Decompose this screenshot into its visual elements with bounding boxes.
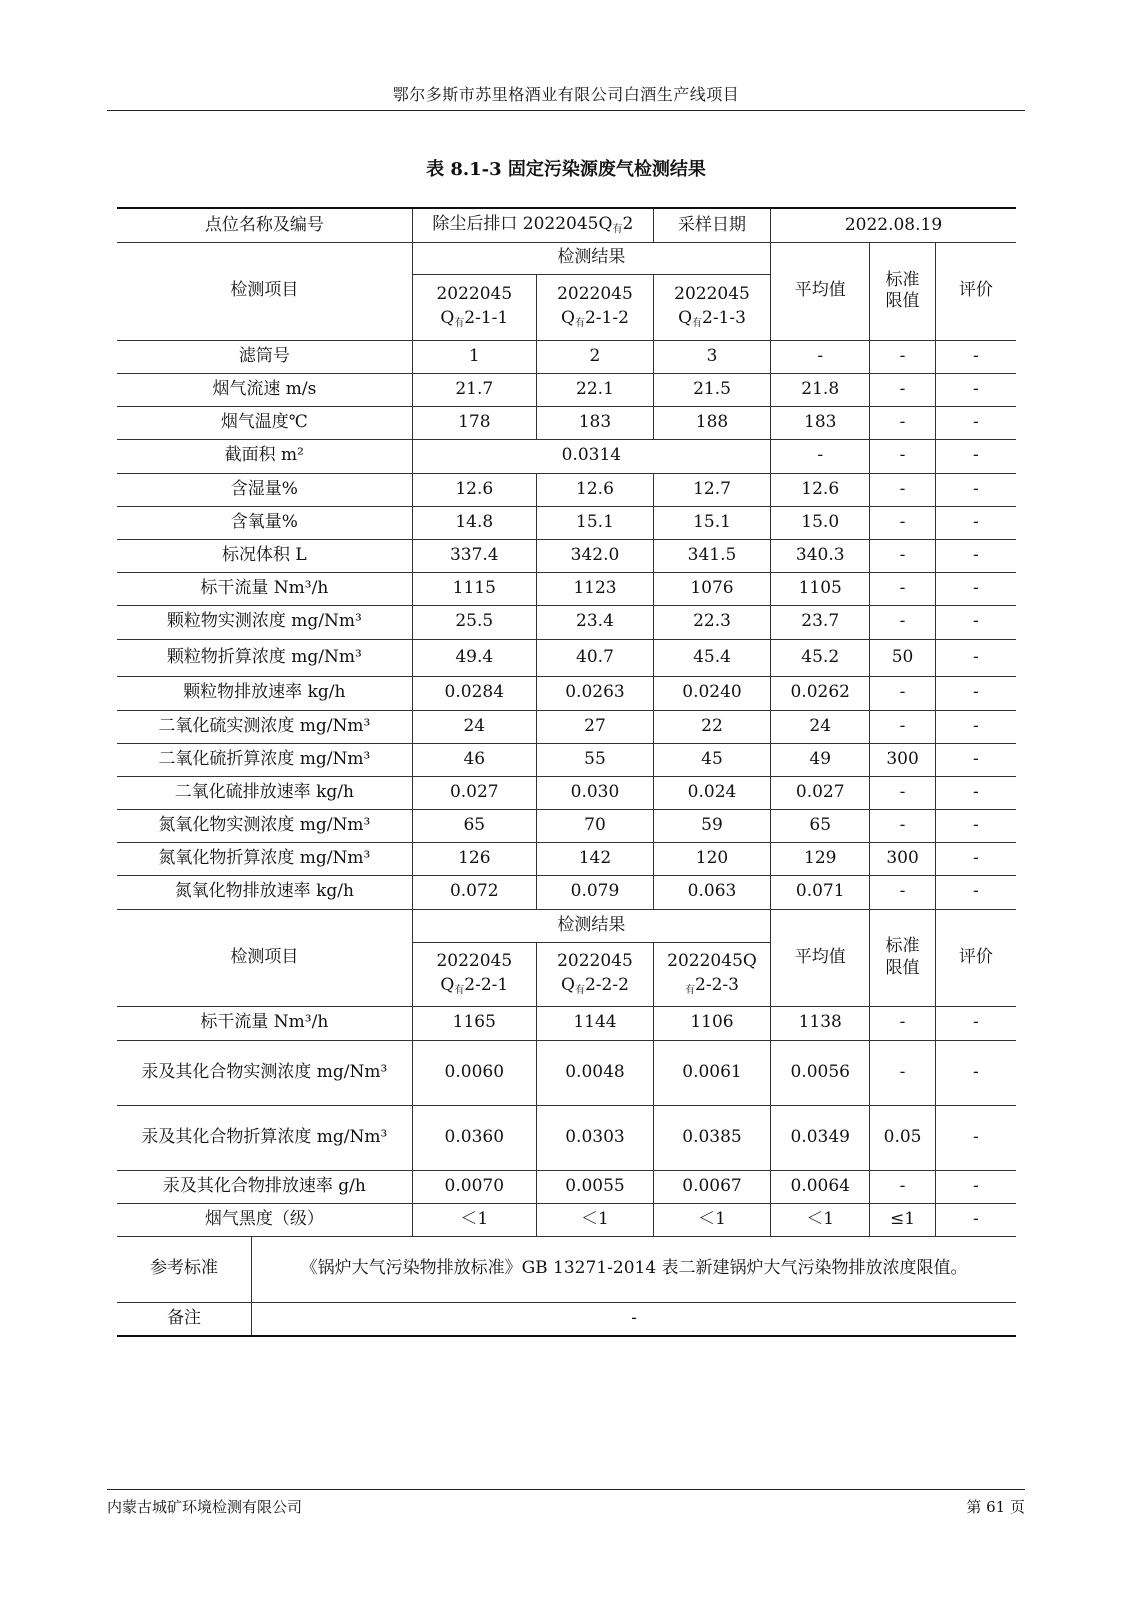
- table-row: [117, 809, 1016, 842]
- sample-id-mid: Q: [561, 307, 575, 328]
- average-value: 0.071: [771, 875, 870, 909]
- evaluation-value: -: [935, 1203, 1016, 1236]
- average-value: 129: [771, 842, 870, 875]
- sample-value: 0.0303: [536, 1105, 653, 1170]
- average-value: 12.6: [771, 473, 870, 506]
- sample-value: 55: [536, 743, 653, 776]
- standard-limit-value: ≤1: [870, 1203, 935, 1236]
- table-row: [117, 676, 1016, 710]
- sample-value: ＜1: [412, 1203, 536, 1236]
- sample-value: ＜1: [653, 1203, 770, 1236]
- table-row: [117, 875, 1016, 909]
- standard-limit-value: -: [870, 373, 935, 406]
- row-label: 烟气温度℃: [117, 406, 412, 439]
- sample-id-mid: Q: [678, 307, 692, 328]
- table-row: [117, 1170, 1016, 1203]
- row-label: 含氧量%: [117, 506, 412, 539]
- sample-value: 0.063: [653, 875, 770, 909]
- sample-id-mid: Q: [561, 974, 575, 995]
- sample-value: 337.4: [412, 539, 536, 572]
- table-row: [117, 605, 1016, 639]
- sample-id-suffix: 2-1-1: [464, 307, 509, 328]
- sample-value: 0.0284: [412, 676, 536, 710]
- evaluation-value: -: [935, 1006, 1016, 1040]
- sample-id-prefix: 2022045Q: [667, 951, 757, 972]
- sample-value: 0.0055: [536, 1170, 653, 1203]
- sample-value: 12.7: [653, 473, 770, 506]
- sample-value: 12.6: [536, 473, 653, 506]
- point-value-text: 除尘后排口 2022045Q: [432, 214, 613, 234]
- row-label: 烟气流速 m/s: [117, 373, 412, 406]
- sample-id-suffix: 2-2-3: [695, 974, 739, 995]
- sample-value: 1165: [412, 1006, 536, 1040]
- row-label: 烟气黑度（级）: [117, 1203, 412, 1236]
- average-value: 183: [771, 406, 870, 439]
- sample-value: 46: [412, 743, 536, 776]
- remark-value: -: [252, 1302, 1016, 1336]
- remark-label: 备注: [117, 1302, 252, 1336]
- point-value: [412, 208, 653, 242]
- sample-id-mid: Q: [440, 307, 455, 328]
- sample-value: 1106: [653, 1006, 770, 1040]
- table-row: [117, 909, 1016, 942]
- table-row: [117, 406, 1016, 439]
- row-label: 二氧化硫折算浓度 mg/Nm³: [117, 743, 412, 776]
- sample-id-header: [412, 942, 536, 1006]
- average-value: 23.7: [771, 605, 870, 639]
- row-label: 标干流量 Nm³/h: [117, 572, 412, 605]
- table-title: 表 8.1-3 固定污染源废气检测结果: [426, 159, 706, 180]
- evaluation-value: -: [935, 373, 1016, 406]
- footer-page-number: 第 61 页: [966, 1498, 1025, 1516]
- standard-limit-value: 0.05: [870, 1105, 935, 1170]
- sample-value: 1076: [653, 572, 770, 605]
- column-header-evaluation: 评价: [935, 909, 1016, 1006]
- sample-value: 12.6: [412, 473, 536, 506]
- sample-id-prefix: 2022045: [436, 284, 513, 305]
- sample-value: 0.024: [653, 776, 770, 809]
- row-label: 二氧化硫排放速率 kg/h: [117, 776, 412, 809]
- column-header-average: 平均值: [771, 909, 870, 1006]
- standard-limit-value: -: [870, 1006, 935, 1040]
- row-label: 标干流量 Nm³/h: [117, 1006, 412, 1040]
- standard-limit-value: 300: [870, 743, 935, 776]
- date-value: 2022.08.19: [771, 208, 1016, 242]
- sample-value: 3: [653, 340, 770, 373]
- results-table: [117, 207, 1016, 1337]
- table-row: [117, 1203, 1016, 1236]
- sample-value: 0.0263: [536, 676, 653, 710]
- sample-id-sub: 有: [454, 317, 465, 329]
- sample-value: 1123: [536, 572, 653, 605]
- column-header-results: 检测结果: [412, 242, 770, 274]
- standard-limit-value: -: [870, 1040, 935, 1105]
- row-label: 氮氧化物排放速率 kg/h: [117, 875, 412, 909]
- date-label: 采样日期: [653, 208, 770, 242]
- column-header-standard: 标准限值: [870, 242, 935, 340]
- evaluation-value: -: [935, 572, 1016, 605]
- evaluation-value: -: [935, 710, 1016, 743]
- evaluation-value: -: [935, 1170, 1016, 1203]
- evaluation-value: -: [935, 842, 1016, 875]
- average-value: 15.0: [771, 506, 870, 539]
- average-value: 1138: [771, 1006, 870, 1040]
- evaluation-value: -: [935, 676, 1016, 710]
- sample-value: 0.0060: [412, 1040, 536, 1105]
- row-label: 截面积 m²: [117, 439, 412, 473]
- sample-id-sub: 有: [685, 984, 696, 996]
- sample-value: 120: [653, 842, 770, 875]
- sample-id-prefix: 2022045: [557, 951, 633, 972]
- sample-value: 22.3: [653, 605, 770, 639]
- sample-value: 0.0240: [653, 676, 770, 710]
- table-row: [117, 373, 1016, 406]
- table-row: [117, 242, 1016, 274]
- sample-value: 25.5: [412, 605, 536, 639]
- evaluation-value: -: [935, 776, 1016, 809]
- reference-value: 《锅炉大气污染物排放标准》GB 13271-2014 表二新建锅炉大气污染物排放浓度限值。: [252, 1236, 1016, 1302]
- sample-value: 0.027: [412, 776, 536, 809]
- average-value: 65: [771, 809, 870, 842]
- sample-value: 0.0048: [536, 1040, 653, 1105]
- row-label: 氮氧化物折算浓度 mg/Nm³: [117, 842, 412, 875]
- standard-limit-value: -: [870, 439, 935, 473]
- sample-id-header: [653, 942, 770, 1006]
- sample-value: 1115: [412, 572, 536, 605]
- sample-value: 45: [653, 743, 770, 776]
- sample-id-header: [653, 274, 770, 340]
- sample-value: 21.7: [412, 373, 536, 406]
- sample-value: 59: [653, 809, 770, 842]
- sample-id-header: [536, 942, 653, 1006]
- sample-value: 15.1: [653, 506, 770, 539]
- row-label: 汞及其化合物折算浓度 mg/Nm³: [117, 1105, 412, 1170]
- row-label: 汞及其化合物实测浓度 mg/Nm³: [117, 1040, 412, 1105]
- sample-value: 2: [536, 340, 653, 373]
- sample-id-header: [412, 274, 536, 340]
- table-row: [117, 1105, 1016, 1170]
- sample-value: 14.8: [412, 506, 536, 539]
- sample-id-sub: 有: [692, 317, 702, 329]
- table-row: [117, 208, 1016, 242]
- evaluation-value: -: [935, 809, 1016, 842]
- average-value: -: [771, 340, 870, 373]
- row-label: 滤筒号: [117, 340, 412, 373]
- average-value: 1105: [771, 572, 870, 605]
- standard-limit-value: -: [870, 572, 935, 605]
- evaluation-value: -: [935, 406, 1016, 439]
- row-label: 二氧化硫实测浓度 mg/Nm³: [117, 710, 412, 743]
- sample-value: 49.4: [412, 639, 536, 676]
- standard-limit-value: -: [870, 539, 935, 572]
- sample-value: 178: [412, 406, 536, 439]
- evaluation-value: -: [935, 1040, 1016, 1105]
- table-row: [117, 1006, 1016, 1040]
- evaluation-value: -: [935, 639, 1016, 676]
- row-label: 颗粒物折算浓度 mg/Nm³: [117, 639, 412, 676]
- sample-value: 1: [412, 340, 536, 373]
- evaluation-value: -: [935, 506, 1016, 539]
- sample-value: 0.0061: [653, 1040, 770, 1105]
- average-value: 0.0262: [771, 676, 870, 710]
- footer-rule: [107, 1489, 1025, 1490]
- sample-id-sub: 有: [574, 317, 585, 329]
- average-value: 49: [771, 743, 870, 776]
- sample-value: 40.7: [536, 639, 653, 676]
- row-label: 含湿量%: [117, 473, 412, 506]
- evaluation-value: -: [935, 875, 1016, 909]
- table-row: [117, 1040, 1016, 1105]
- sample-value: 0.072: [412, 875, 536, 909]
- point-label: 点位名称及编号: [117, 208, 412, 242]
- sample-id-mid: Q: [440, 974, 455, 995]
- sample-value: 27: [536, 710, 653, 743]
- evaluation-value: -: [935, 340, 1016, 373]
- standard-limit-value: -: [870, 710, 935, 743]
- sample-value: 22.1: [536, 373, 653, 406]
- reference-label: 参考标准: [117, 1236, 252, 1302]
- table-row: [117, 776, 1016, 809]
- evaluation-value: -: [935, 439, 1016, 473]
- sample-id-suffix: 2-2-2: [584, 974, 629, 995]
- standard-limit-value: -: [870, 875, 935, 909]
- standard-limit-value: -: [870, 1170, 935, 1203]
- average-value: 0.0064: [771, 1170, 870, 1203]
- column-header-results: 检测结果: [412, 909, 770, 942]
- sample-value: 1144: [536, 1006, 653, 1040]
- column-header-item: 检测项目: [117, 242, 412, 340]
- standard-limit-value: -: [870, 776, 935, 809]
- sample-value: 70: [536, 809, 653, 842]
- sample-id-prefix: 2022045: [557, 284, 633, 305]
- sample-value: 45.4: [653, 639, 770, 676]
- sample-id-sub: 有: [454, 984, 465, 996]
- standard-limit-value: 300: [870, 842, 935, 875]
- average-value: 24: [771, 710, 870, 743]
- page-header: 鄂尔多斯市苏里格酒业有限公司白酒生产线项目: [392, 85, 740, 104]
- sample-value: 0.0067: [653, 1170, 770, 1203]
- sample-id-prefix: 2022045: [436, 951, 513, 972]
- row-label: 氮氧化物实测浓度 mg/Nm³: [117, 809, 412, 842]
- column-header-standard: 标准限值: [870, 909, 935, 1006]
- table-row: [117, 506, 1016, 539]
- sample-value: 126: [412, 842, 536, 875]
- sample-value: 0.079: [536, 875, 653, 909]
- sample-value: 23.4: [536, 605, 653, 639]
- evaluation-value: -: [935, 473, 1016, 506]
- sample-value: 342.0: [536, 539, 653, 572]
- standard-limit-value: -: [870, 406, 935, 439]
- sample-value: 341.5: [653, 539, 770, 572]
- average-value: 0.0349: [771, 1105, 870, 1170]
- point-value-suffix: 2: [622, 214, 634, 234]
- standard-limit-value: -: [870, 809, 935, 842]
- standard-limit-value: -: [870, 676, 935, 710]
- merged-sample-value: 0.0314: [412, 439, 770, 473]
- sample-id-suffix: 2-2-1: [464, 974, 509, 995]
- standard-limit-value: -: [870, 506, 935, 539]
- table-row: [117, 572, 1016, 605]
- sample-value: 65: [412, 809, 536, 842]
- standard-limit-value: -: [870, 605, 935, 639]
- standard-limit-value: -: [870, 340, 935, 373]
- column-header-average: 平均值: [771, 242, 870, 340]
- table-row: [117, 710, 1016, 743]
- average-value: 45.2: [771, 639, 870, 676]
- average-value: ＜1: [771, 1203, 870, 1236]
- sample-value: 22: [653, 710, 770, 743]
- average-value: 21.8: [771, 373, 870, 406]
- table-row: [117, 1236, 1016, 1302]
- row-label: 颗粒物实测浓度 mg/Nm³: [117, 605, 412, 639]
- evaluation-value: -: [935, 539, 1016, 572]
- sample-value: 188: [653, 406, 770, 439]
- sample-value: 183: [536, 406, 653, 439]
- sample-value: 0.030: [536, 776, 653, 809]
- table-row: [117, 473, 1016, 506]
- header-rule: [107, 110, 1025, 111]
- row-label: 汞及其化合物排放速率 g/h: [117, 1170, 412, 1203]
- table-row: [117, 639, 1016, 676]
- average-value: 0.0056: [771, 1040, 870, 1105]
- sample-value: ＜1: [536, 1203, 653, 1236]
- table-row: [117, 842, 1016, 875]
- table-row: [117, 439, 1016, 473]
- sample-value: 0.0385: [653, 1105, 770, 1170]
- sample-id-suffix: 2-1-3: [702, 307, 746, 328]
- table-row: [117, 1302, 1016, 1336]
- sample-value: 0.0360: [412, 1105, 536, 1170]
- column-header-item: 检测项目: [117, 909, 412, 1006]
- table-row: [117, 539, 1016, 572]
- sample-value: 24: [412, 710, 536, 743]
- sample-id-prefix: 2022045: [674, 284, 750, 305]
- evaluation-value: -: [935, 605, 1016, 639]
- standard-limit-value: -: [870, 473, 935, 506]
- table-row: [117, 340, 1016, 373]
- sample-id-suffix: 2-1-2: [584, 307, 629, 328]
- average-value: 0.027: [771, 776, 870, 809]
- sample-value: 0.0070: [412, 1170, 536, 1203]
- column-header-evaluation: 评价: [935, 242, 1016, 340]
- point-value-sub: 有: [612, 224, 623, 235]
- standard-limit-value: 50: [870, 639, 935, 676]
- average-value: 340.3: [771, 539, 870, 572]
- row-label: 标况体积 L: [117, 539, 412, 572]
- sample-value: 142: [536, 842, 653, 875]
- sample-value: 15.1: [536, 506, 653, 539]
- sample-id-sub: 有: [574, 984, 585, 996]
- evaluation-value: -: [935, 1105, 1016, 1170]
- sample-value: 21.5: [653, 373, 770, 406]
- row-label: 颗粒物排放速率 kg/h: [117, 676, 412, 710]
- evaluation-value: -: [935, 743, 1016, 776]
- footer-company: 内蒙古城矿环境检测有限公司: [107, 1498, 303, 1516]
- average-value: -: [771, 439, 870, 473]
- sample-id-header: [536, 274, 653, 340]
- table-row: [117, 743, 1016, 776]
